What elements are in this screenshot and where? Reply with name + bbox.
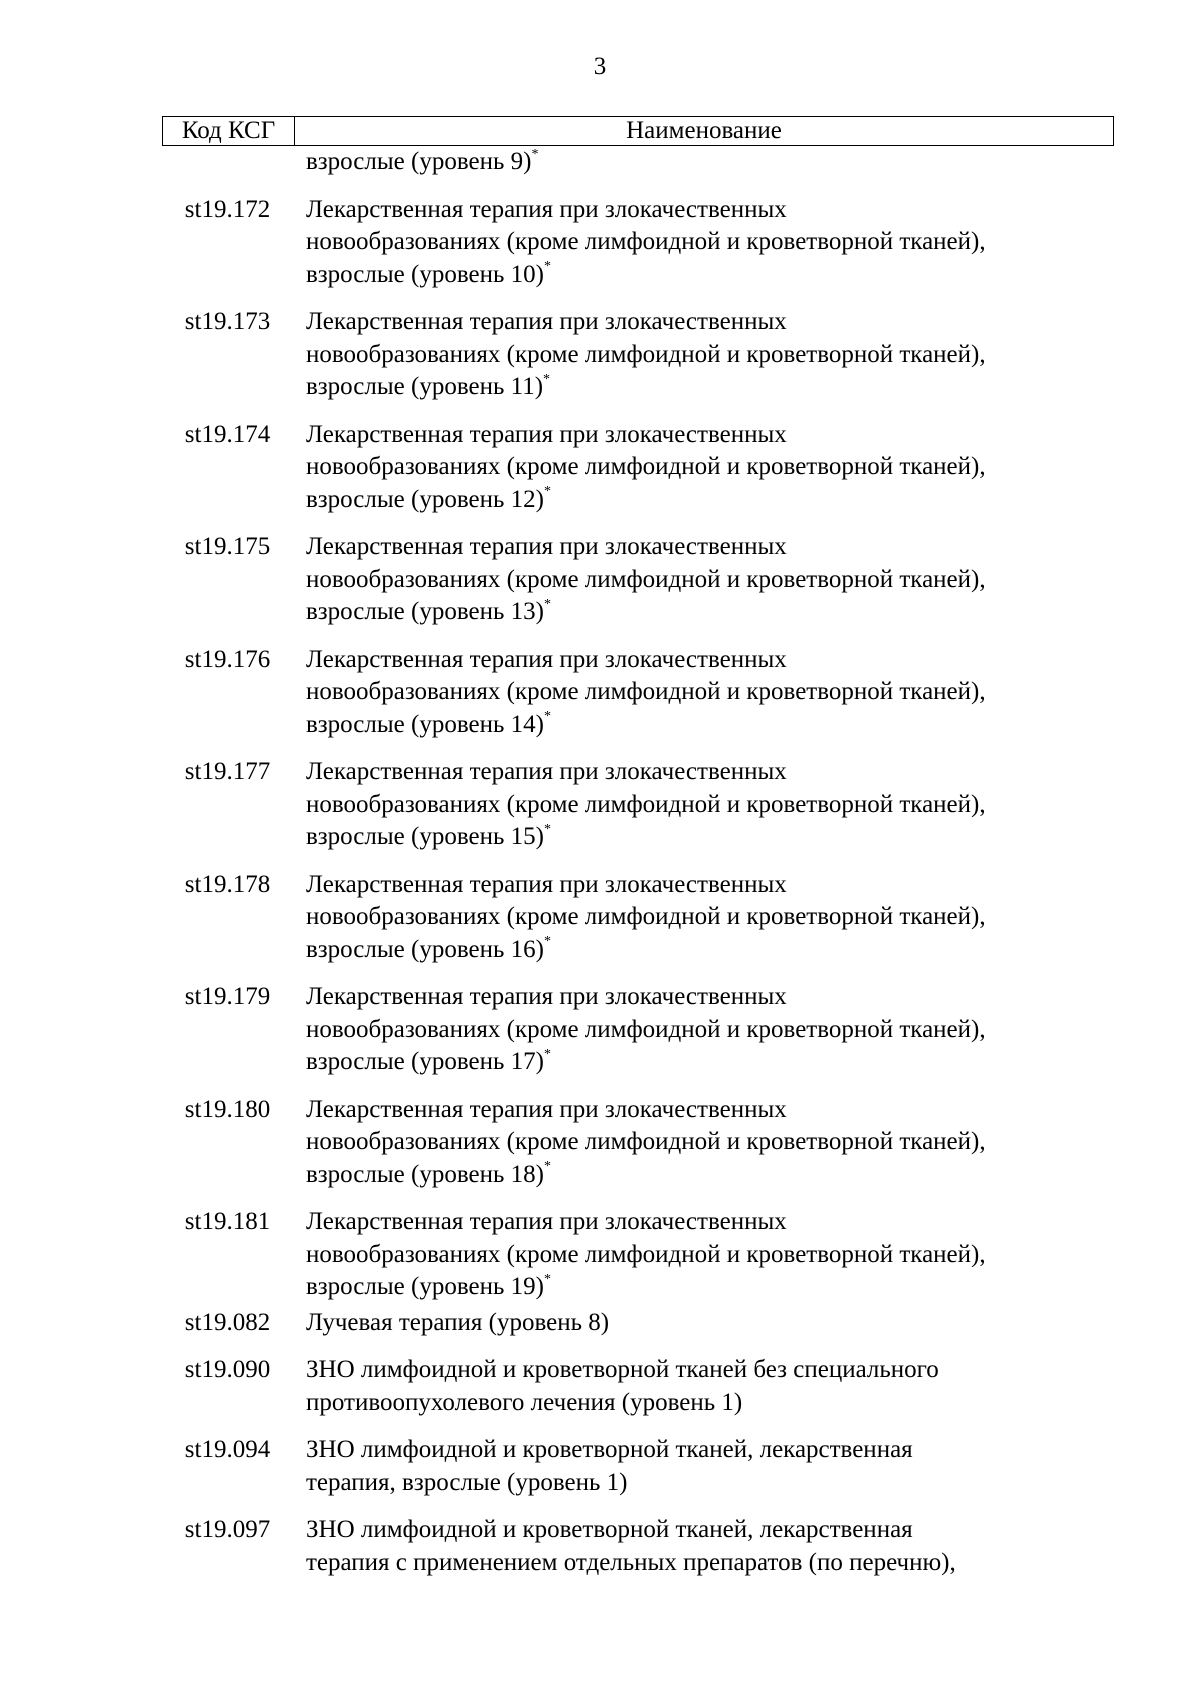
row-name-line: взрослые (уровень 14) (306, 710, 544, 738)
row-name-line: Лекарственная терапия при злокачественных (306, 870, 787, 898)
footnote-mark: * (543, 484, 551, 500)
row-name-line: Лекарственная терапия при злокачественных (306, 195, 787, 223)
row-code: st19.177 (184, 758, 271, 785)
table-row (162, 981, 1114, 1079)
footnote-mark: * (543, 371, 551, 387)
table-row (162, 531, 1114, 629)
footnote-mark: * (543, 259, 551, 275)
table-row (162, 644, 1114, 742)
table-row (162, 194, 1114, 292)
table-header (162, 116, 1114, 146)
row-name-line: Лекарственная терапия при злокачественных (306, 1208, 787, 1235)
table-row (162, 1354, 1114, 1419)
row-name-line: Лекарственная терапия при злокачественных (306, 420, 787, 448)
row-name-line: взрослые (уровень 9) (306, 148, 532, 175)
row-code: st19.090 (184, 1356, 271, 1383)
row-name (293, 146, 1114, 179)
row-name-line: взрослые (уровень 11) (306, 373, 544, 400)
table-row (162, 1094, 1114, 1192)
row-name (293, 1434, 1114, 1499)
row-name-line: взрослые (уровень 19) (306, 1273, 544, 1300)
row-code: st19.173 (184, 308, 271, 335)
row-name-line: ЗНО лимфоидной и кроветворной тканей без специального (306, 1356, 939, 1383)
table-row (162, 756, 1114, 854)
row-name-line: взрослые (уровень 16) (306, 935, 544, 963)
footnote-mark: * (543, 934, 551, 950)
row-name (293, 1307, 1114, 1340)
row-name-line: новообразованиях (кроме лимфоидной и кроветворной тканей), (306, 228, 986, 255)
row-name-line: взрослые (уровень 18) (306, 1160, 544, 1188)
row-name-line: взрослые (уровень 17) (306, 1048, 544, 1075)
row-name-line: взрослые (уровень 10) (306, 260, 544, 288)
row-name-line: Лекарственная терапия при злокачественных (306, 645, 787, 673)
header-code: Код КСГ (163, 117, 295, 145)
row-name (293, 419, 1114, 517)
row-name-line: Лекарственная терапия при злокачественных (306, 983, 787, 1010)
row-name-line: новообразованиях (кроме лимфоидной и кроветворной тканей), (306, 1128, 986, 1155)
row-name-line: ЗНО лимфоидной и кроветворной тканей, лекарственная (306, 1436, 913, 1463)
row-name (293, 1094, 1114, 1192)
table-row (162, 869, 1114, 967)
footnote-mark: * (543, 1271, 551, 1287)
footnote-mark: * (531, 146, 539, 162)
table-row (162, 1514, 1114, 1579)
row-name-line: Лучевая терапия (уровень 8) (306, 1308, 610, 1336)
row-name (293, 1206, 1114, 1304)
row-name-line: новообразованиях (кроме лимфоидной и кроветворной тканей), (306, 903, 986, 930)
row-name (293, 1354, 1114, 1419)
row-code: st19.172 (184, 195, 271, 223)
page-number: 3 (593, 53, 607, 80)
table-row (162, 419, 1114, 517)
row-code: st19.178 (184, 870, 271, 898)
row-name (293, 531, 1114, 629)
row-name (293, 869, 1114, 967)
row-name-line: взрослые (уровень 12) (306, 485, 544, 513)
row-name (293, 756, 1114, 854)
row-code: st19.181 (184, 1208, 271, 1235)
row-name-line: терапия, взрослые (уровень 1) (306, 1468, 628, 1496)
row-code: st19.179 (184, 983, 271, 1010)
row-name-line: новообразованиях (кроме лимфоидной и кроветворной тканей), (306, 678, 986, 705)
table-row (162, 1434, 1114, 1499)
row-name-line: взрослые (уровень 15) (306, 823, 544, 850)
row-name (293, 981, 1114, 1079)
row-code: st19.174 (184, 420, 271, 448)
row-name-line: ЗНО лимфоидной и кроветворной тканей, лекарственная (306, 1516, 913, 1543)
row-name-line: новообразованиях (кроме лимфоидной и кроветворной тканей), (306, 340, 986, 368)
header-name: Наименование (626, 117, 782, 144)
row-code: st19.097 (184, 1516, 271, 1543)
row-name-line: новообразованиях (кроме лимфоидной и кроветворной тканей), (306, 453, 986, 480)
table-row (162, 306, 1114, 404)
row-name (293, 306, 1114, 404)
row-code: st19.082 (184, 1308, 271, 1336)
row-name-line: терапия с применением отдельных препаратов (по перечню), (306, 1548, 956, 1576)
row-name (293, 644, 1114, 742)
row-code: st19.094 (184, 1436, 271, 1463)
row-code (162, 146, 293, 179)
footnote-mark: * (543, 709, 551, 725)
row-name-line: новообразованиях (кроме лимфоидной и кроветворной тканей), (306, 565, 986, 593)
row-code: st19.175 (184, 533, 271, 560)
table-row (162, 1206, 1114, 1304)
row-code: st19.180 (184, 1095, 271, 1123)
row-name-line: новообразованиях (кроме лимфоидной и кроветворной тканей), (306, 1240, 986, 1268)
footnote-mark: * (543, 596, 551, 612)
row-name-line: Лекарственная терапия при злокачественных (306, 308, 787, 335)
table-row (162, 1307, 1114, 1340)
row-name-line: взрослые (уровень 13) (306, 598, 544, 625)
row-name-line: Лекарственная терапия при злокачественных (306, 533, 787, 560)
row-name-line: Лекарственная терапия при злокачественных (306, 758, 787, 785)
row-code: st19.176 (184, 645, 271, 673)
row-name-line: новообразованиях (кроме лимфоидной и кроветворной тканей), (306, 1015, 986, 1043)
row-name-line: новообразованиях (кроме лимфоидной и кроветворной тканей), (306, 790, 986, 818)
footnote-mark: * (543, 821, 551, 837)
row-name-line: Лекарственная терапия при злокачественных (306, 1095, 787, 1123)
row-name (293, 1514, 1114, 1579)
rows-container (162, 194, 1114, 1580)
row-name (293, 194, 1114, 292)
footnote-mark: * (543, 1046, 551, 1062)
footnote-mark: * (543, 1159, 551, 1175)
table-body (162, 146, 1114, 1594)
row-name-line: противоопухолевого лечения (уровень 1) (306, 1388, 743, 1416)
table-row-continuation (162, 146, 1114, 179)
